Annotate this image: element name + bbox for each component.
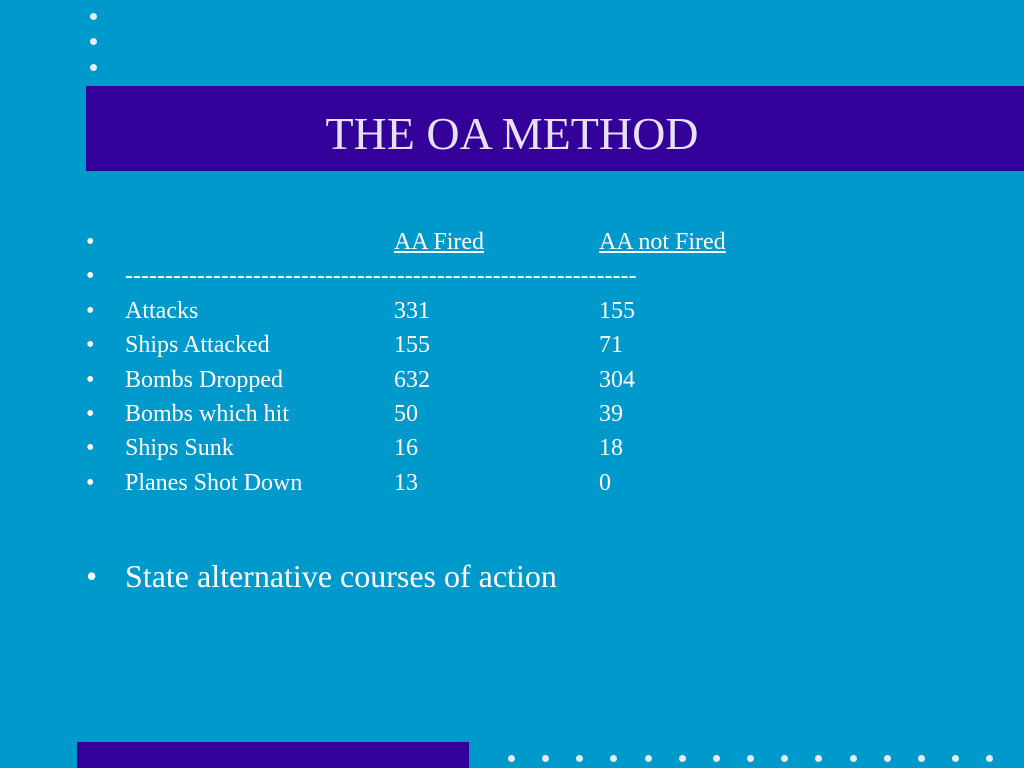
decorative-dot [713, 755, 720, 762]
final-bullet-text: State alternative courses of action [125, 558, 557, 594]
bullet: • [86, 558, 98, 594]
aa-fired-value: 16 [394, 435, 418, 461]
bullet: • [86, 263, 95, 289]
decorative-dot [90, 38, 97, 45]
aa-not-fired-value: 0 [599, 470, 611, 496]
decorative-dot [679, 755, 686, 762]
aa-not-fired-value: 304 [599, 367, 635, 393]
decorative-dot [850, 755, 857, 762]
row-label: Bombs Dropped [125, 367, 283, 393]
decorative-dot [986, 755, 993, 762]
bullet: • [86, 367, 95, 393]
decorative-dot [542, 755, 549, 762]
aa-fired-value: 50 [394, 401, 418, 427]
bullet: • [86, 401, 95, 427]
column-header-aa-not-fired: AA not Fired [599, 229, 726, 255]
decorative-dot [576, 755, 583, 762]
aa-not-fired-value: 155 [599, 298, 635, 324]
divider-line: ---------------------------------------------------------------- [125, 263, 637, 289]
aa-not-fired-value: 39 [599, 401, 623, 427]
row-label: Attacks [125, 298, 199, 324]
decorative-dot [781, 755, 788, 762]
bullet: • [86, 470, 95, 496]
row-label: Ships Attacked [125, 332, 270, 358]
decorative-dot [90, 64, 97, 71]
aa-fired-value: 331 [394, 298, 430, 324]
slide-title: THE OA METHOD [325, 108, 699, 159]
aa-fired-value: 13 [394, 470, 418, 496]
decorative-dot [645, 755, 652, 762]
aa-not-fired-value: 18 [599, 435, 623, 461]
row-label: Planes Shot Down [125, 470, 303, 496]
title-band [86, 86, 1024, 171]
row-label: Bombs which hit [125, 401, 290, 427]
decorative-dot [90, 13, 97, 20]
decorative-dot [508, 755, 515, 762]
bullet: • [86, 332, 95, 358]
decorative-dot [952, 755, 959, 762]
aa-fired-value: 155 [394, 332, 430, 358]
decorative-dot [815, 755, 822, 762]
bullet: • [86, 298, 95, 324]
decorative-dot [884, 755, 891, 762]
decorative-dot [747, 755, 754, 762]
bullet: • [86, 435, 95, 461]
column-header-aa-fired: AA Fired [394, 229, 484, 255]
decorative-dot [610, 755, 617, 762]
aa-not-fired-value: 71 [599, 332, 623, 358]
row-label: Ships Sunk [125, 435, 234, 461]
decorative-dot [918, 755, 925, 762]
aa-fired-value: 632 [394, 367, 430, 393]
bullet: • [86, 229, 95, 255]
bottom-band [77, 742, 469, 768]
